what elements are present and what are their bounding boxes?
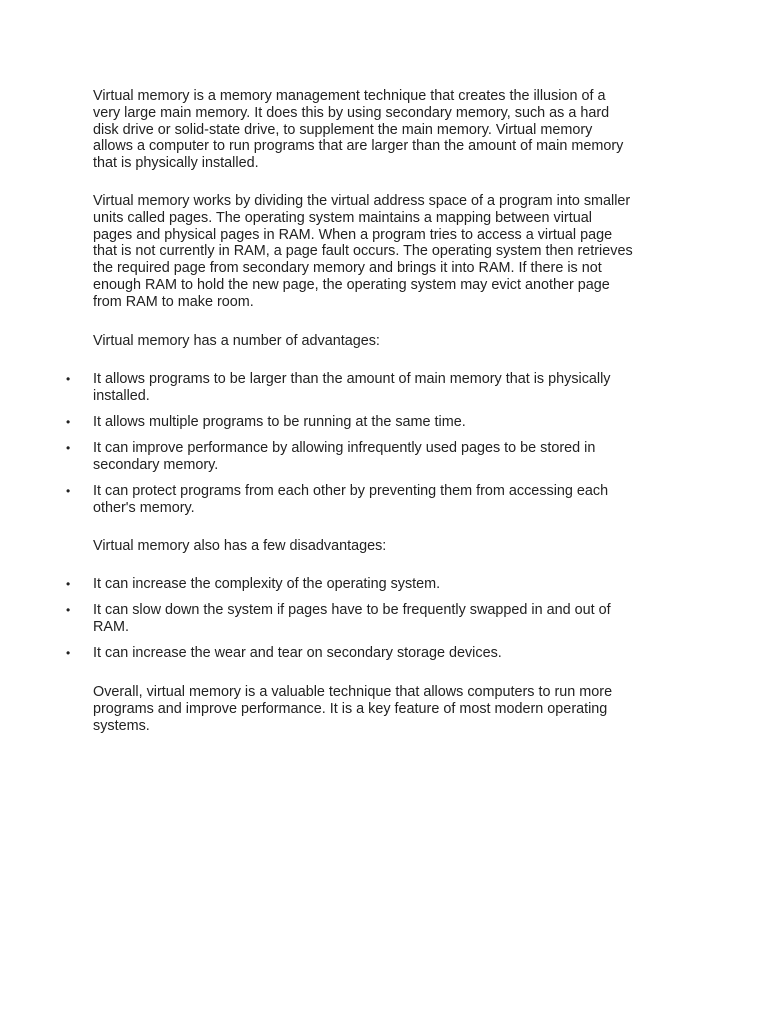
bullet-icon: • — [66, 577, 71, 591]
bullet-icon: • — [66, 415, 71, 429]
list-item-line: It can protect programs from each other by preventing them from accessing each — [93, 483, 609, 499]
list-item-line: It can improve performance by allowing infrequently used pages to be stored in — [93, 440, 596, 456]
list-item-text — [93, 602, 611, 636]
list-item-text — [93, 576, 440, 593]
paragraph-line: Virtual memory has a number of advantages: — [93, 333, 380, 349]
list-item-text — [93, 483, 608, 517]
paragraph-how-it-works — [93, 193, 633, 311]
paragraph-line: Overall, virtual memory is a valuable technique that allows computers to run more — [93, 684, 613, 700]
list-item-line: installed. — [93, 387, 150, 404]
paragraph-line: from RAM to make room. — [93, 293, 254, 310]
paragraph-conclusion — [93, 684, 612, 734]
paragraph-line: the required page from secondary memory and brings it into RAM. If there is not — [93, 260, 602, 277]
paragraph-line: units called pages. The operating system maintains a mapping between virtual — [93, 209, 592, 226]
list-item-line: RAM. — [93, 618, 129, 635]
list-item-line: secondary memory. — [93, 456, 219, 473]
list-item-line: It can increase the wear and tear on secondary storage devices. — [93, 645, 502, 661]
list-item-text — [93, 414, 466, 431]
list-item-line: It can increase the complexity of the operating system. — [93, 576, 441, 592]
list-item-line: It allows programs to be larger than the amount of main memory that is physically — [93, 371, 611, 387]
list-item-text — [93, 645, 502, 662]
paragraph-line: Virtual memory is a memory management technique that creates the illusion of a — [93, 88, 606, 104]
bullet-icon: • — [66, 646, 71, 660]
paragraph-line: Virtual memory works by dividing the virtual address space of a program into smaller — [93, 193, 631, 209]
list-item-text — [93, 371, 611, 405]
paragraph-line: that is physically installed. — [93, 155, 259, 172]
paragraph-intro — [93, 88, 623, 172]
list-item-text — [93, 440, 595, 474]
bullet-icon: • — [66, 484, 71, 498]
paragraph-line: very large main memory. It does this by using secondary memory, such as a hard — [93, 104, 610, 121]
paragraph-line: disk drive or solid-state drive, to supplement the main memory. Virtual memory — [93, 121, 593, 138]
disadvantages-intro — [93, 538, 386, 555]
paragraph-line: systems. — [93, 717, 150, 734]
bullet-icon: • — [66, 441, 71, 455]
bullet-icon: • — [66, 372, 71, 386]
bullet-icon: • — [66, 603, 71, 617]
paragraph-line: pages and physical pages in RAM. When a program tries to access a virtual page — [93, 226, 613, 243]
advantages-intro — [93, 333, 380, 350]
list-item-line: other's memory. — [93, 499, 195, 516]
paragraph-line: Virtual memory also has a few disadvantages: — [93, 538, 387, 554]
paragraph-line: that is not currently in RAM, a page fault occurs. The operating system then retrieves — [93, 243, 633, 260]
paragraph-line: enough RAM to hold the new page, the operating system may evict another page — [93, 276, 610, 293]
list-item-line: It can slow down the system if pages have to be frequently swapped in and out of — [93, 602, 611, 618]
paragraph-line: allows a computer to run programs that are larger than the amount of main memory — [93, 138, 624, 155]
list-item-line: It allows multiple programs to be running at the same time. — [93, 414, 466, 430]
paragraph-line: programs and improve performance. It is a key feature of most modern operating — [93, 700, 608, 717]
